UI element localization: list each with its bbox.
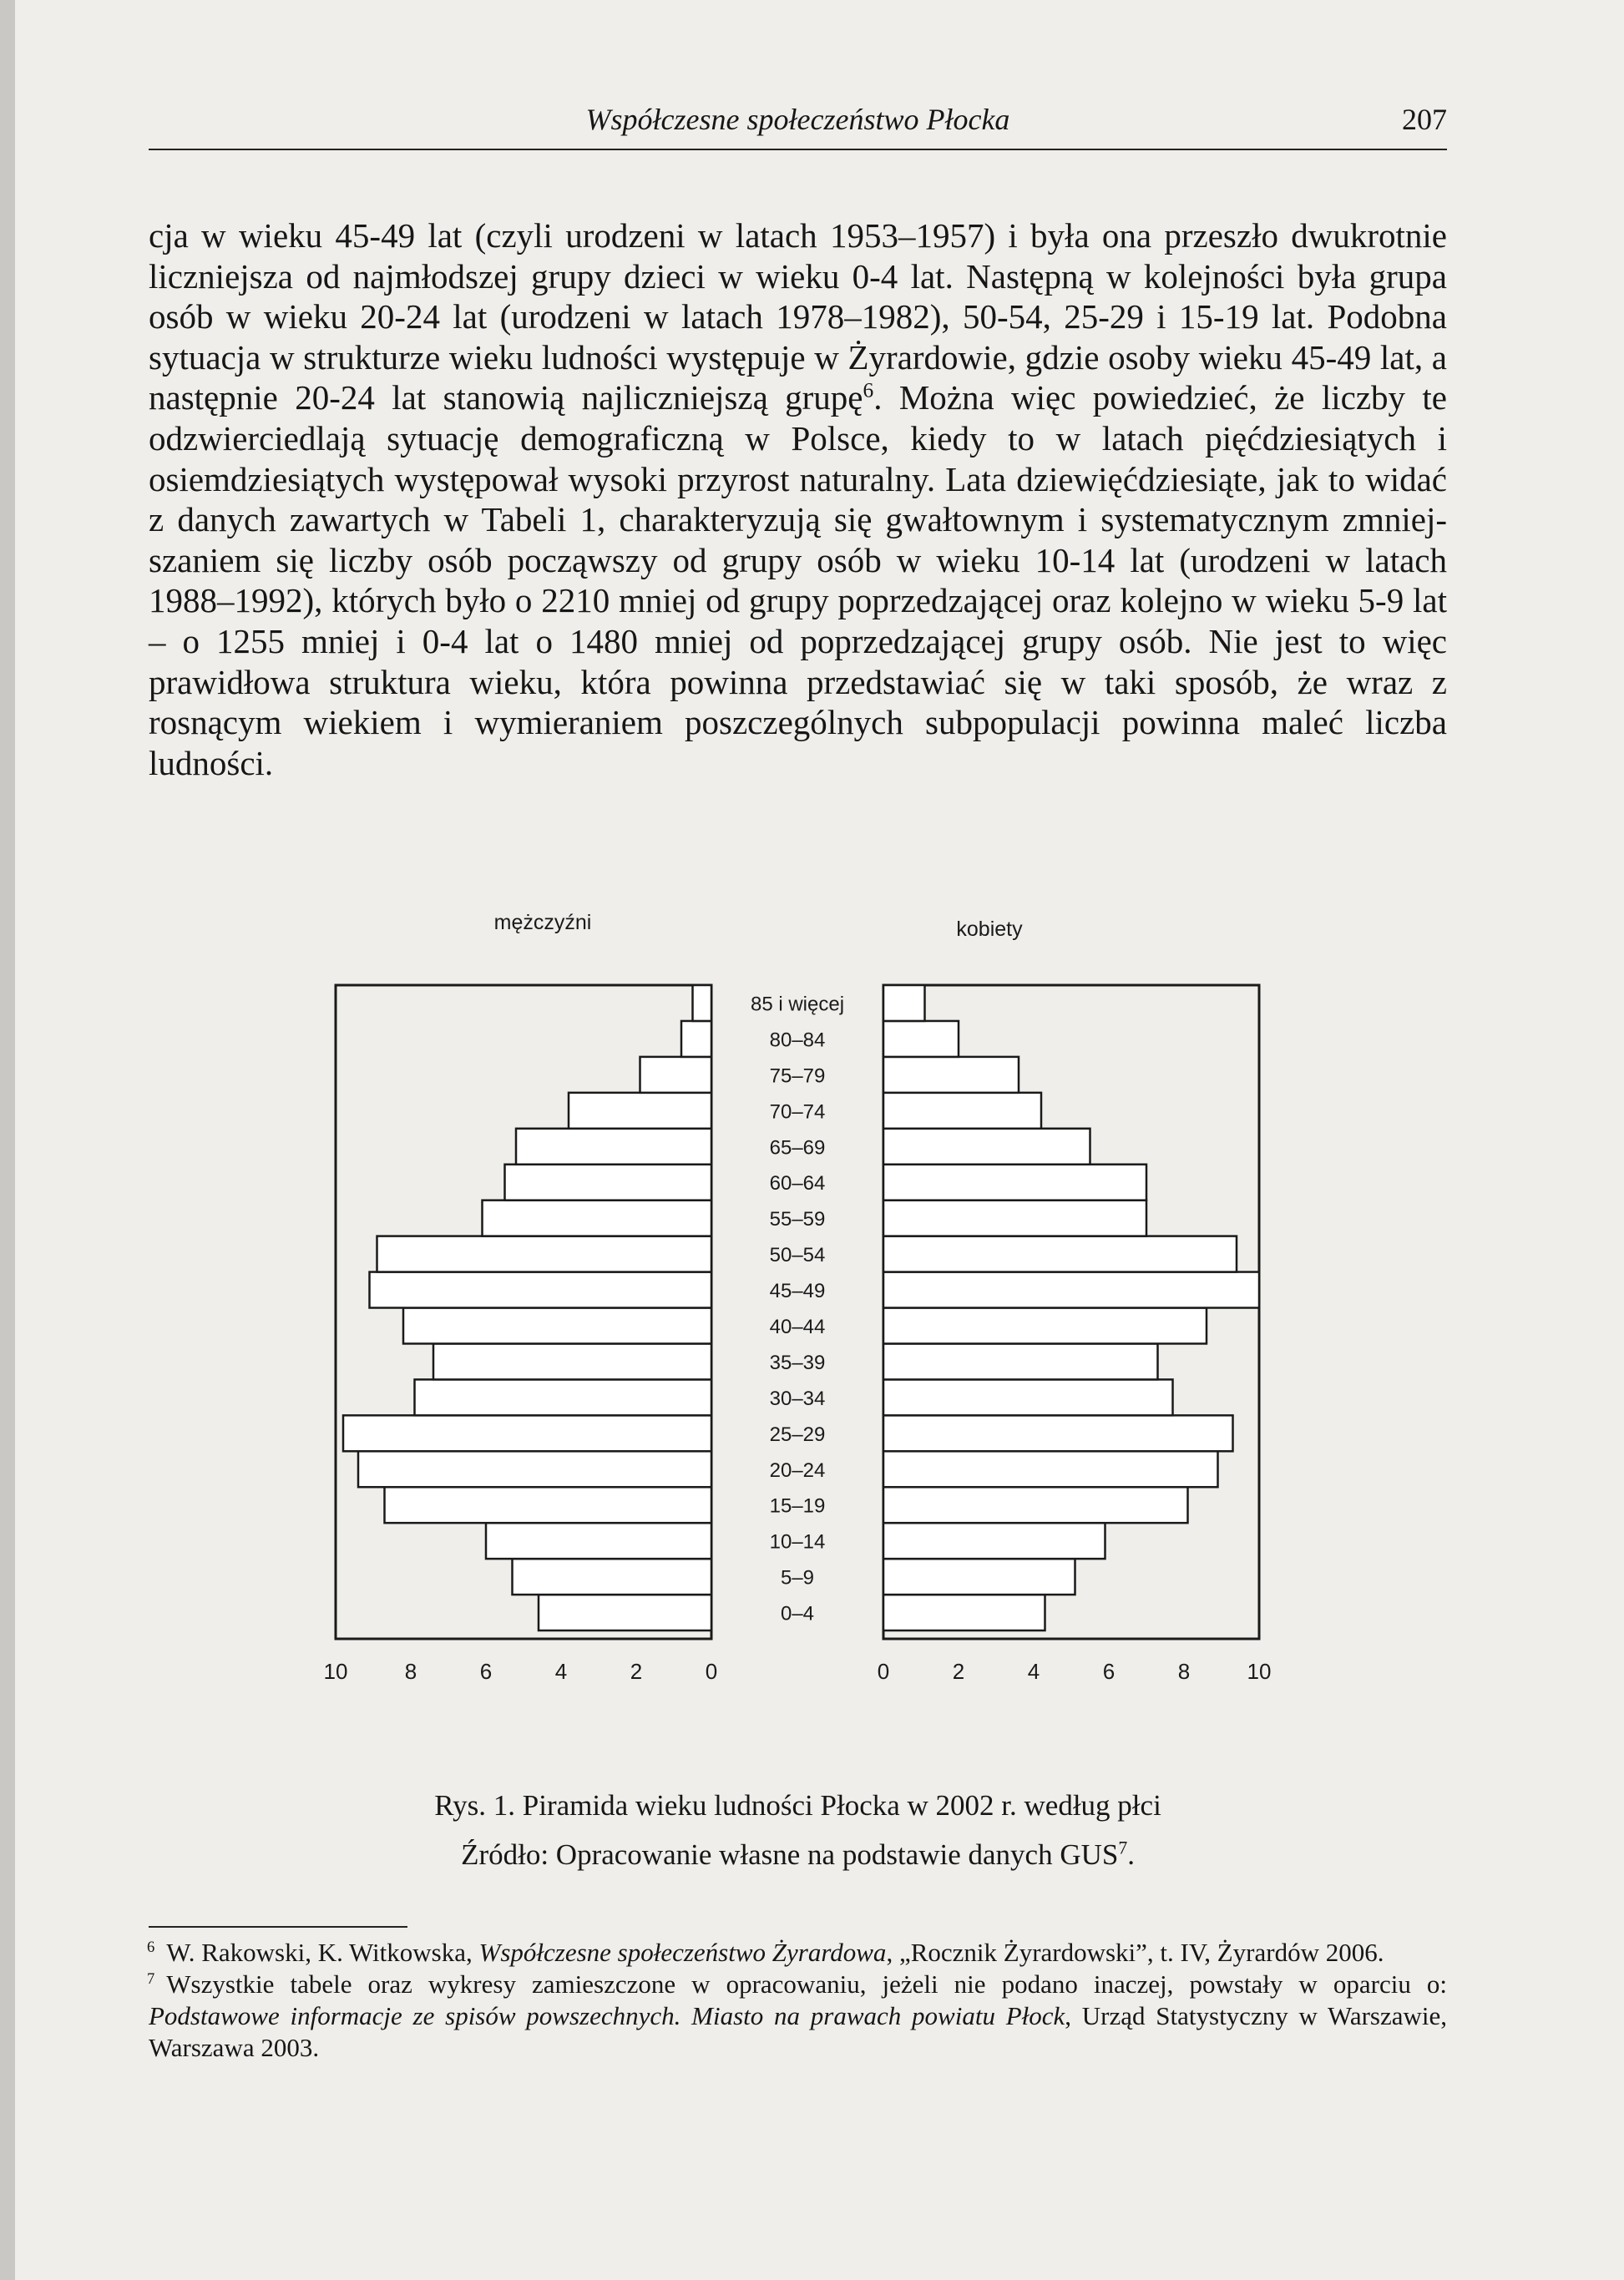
right-tick-label: 10 (1247, 1659, 1272, 1684)
age-group-label: 5–9 (780, 1566, 815, 1590)
age-group-label: 40–44 (769, 1315, 826, 1338)
bar-female-6 (883, 1379, 1173, 1415)
age-group-label: 85 i więcej (750, 993, 845, 1016)
age-group-label: 75–79 (769, 1064, 826, 1088)
right-tick-label: 6 (1102, 1659, 1116, 1684)
right-tick-label: 0 (877, 1659, 890, 1684)
bar-male-17 (693, 985, 712, 1021)
footnote-6-authors: W. Rakowski, K. Witkowska, (166, 1938, 479, 1967)
footnote-divider (149, 1926, 407, 1928)
bar-female-12 (883, 1165, 1146, 1201)
age-group-label: 50–54 (769, 1244, 826, 1267)
figure-source-end: . (1127, 1838, 1135, 1871)
page-number: 207 (1402, 103, 1447, 136)
age-group-label: 35–39 (769, 1351, 826, 1374)
footnote-ref-6[interactable]: 6 (863, 378, 874, 402)
bar-female-9 (883, 1272, 1259, 1308)
left-tick-label: 10 (323, 1659, 348, 1684)
bar-female-10 (883, 1236, 1237, 1272)
bar-male-8 (403, 1308, 711, 1344)
age-group-label: 65–69 (769, 1136, 826, 1160)
right-tick-label: 8 (1177, 1659, 1191, 1684)
footnote-6 (149, 1937, 1447, 1969)
left-tick-label: 8 (404, 1659, 417, 1684)
right-tick-label: 2 (952, 1659, 965, 1684)
figure-source-text: Źródło: Opracowanie własne na podstawie danych GUS (461, 1838, 1119, 1871)
bar-female-5 (883, 1415, 1233, 1451)
bar-male-11 (483, 1201, 712, 1236)
bar-male-4 (358, 1451, 711, 1487)
figure-caption: Rys. 1. Piramida wieku ludności Płocka w 2002 r. według płci (434, 1789, 1161, 1822)
bar-male-6 (415, 1379, 712, 1415)
bar-male-1 (513, 1559, 712, 1595)
bar-male-10 (377, 1236, 712, 1272)
left-tick-label: 0 (705, 1659, 718, 1684)
bar-male-16 (681, 1021, 711, 1057)
left-tick-label: 2 (630, 1659, 643, 1684)
footnote-7-text: Wszystkie tabele oraz wykresy zamieszczone w opracowaniu, jeżeli nie podano inaczej, powstały w oparciu o: (166, 1969, 1447, 1999)
population-pyramid-figure (276, 906, 1336, 1699)
bar-female-1 (883, 1559, 1075, 1595)
bar-female-11 (883, 1201, 1146, 1236)
body-text-part1: cja w wieku 45-49 lat (czyli urodzeni w latach 1953–1957) i była ona przeszło dwukrotnie liczniejsza od najmłodszej grupy dzieci w wieku 0-4 lat. Następną w kolejności była grupa osób w wieku 20-24 lat (urodzeni w latach 1978–1982), 50-54, 25-29 i 15-19 lat. Podobna sytuacja w strukturze wieku ludności występuje w Żyrardowie, gdzie osoby wieku 45-49 lat, a następnie 20-24 lat stanowią najliczniejszą grupę (149, 216, 1447, 417)
age-group-label: 60–64 (769, 1172, 826, 1196)
running-head (149, 99, 1447, 150)
age-group-label: 70–74 (769, 1100, 826, 1124)
age-group-label: 80–84 (769, 1029, 826, 1052)
bar-female-8 (883, 1308, 1207, 1344)
bar-female-16 (883, 1021, 959, 1057)
bar-female-0 (883, 1595, 1045, 1630)
footnote-6-rest: , „Rocznik Żyrardowski”, t. IV, Żyrardów 2006. (886, 1938, 1384, 1967)
bar-female-14 (883, 1093, 1041, 1129)
bar-female-17 (883, 985, 925, 1021)
bar-male-3 (385, 1487, 712, 1523)
body-paragraph (149, 215, 1447, 783)
bar-male-0 (539, 1595, 711, 1630)
age-group-label: 25–29 (769, 1423, 826, 1446)
age-group-label: 55–59 (769, 1208, 826, 1231)
footnote-7-rest: , Urząd Statystyczny w Warszawie, Warszawa 2003. (149, 2001, 1447, 2062)
age-group-label: 20–24 (769, 1458, 826, 1482)
bar-male-5 (343, 1415, 711, 1451)
age-group-label: 45–49 (769, 1280, 826, 1303)
bar-female-2 (883, 1523, 1105, 1559)
bar-male-14 (569, 1093, 711, 1129)
footnote-7 (149, 1969, 1447, 2064)
age-group-label: 30–34 (769, 1387, 826, 1410)
footnote-7-number: 7 (147, 1969, 155, 1988)
bar-male-13 (516, 1129, 711, 1165)
bar-female-4 (883, 1451, 1218, 1487)
bar-male-2 (486, 1523, 711, 1559)
age-group-label: 10–14 (769, 1530, 826, 1554)
running-title: Współczesne społeczeństwo Płocka (585, 103, 1010, 136)
bar-male-7 (433, 1343, 711, 1379)
population-pyramid-chart (276, 906, 1336, 1699)
legend-male-label: mężczyźni (493, 911, 592, 934)
figure-source (149, 1838, 1447, 1872)
bar-female-13 (883, 1129, 1090, 1165)
bar-male-12 (505, 1165, 712, 1201)
body-text (149, 215, 1447, 783)
body-text-part2: . Można więc powiedzieć, że liczby te odzwierciedlają sytuację demograficzną w Polsce, kiedy to w latach pięćdziesiątych i osiemdziesiątych występował wysoki przyrost naturalny. Lata dziewięćdziesiąte, jak to widać z danych zawartych w Tabeli 1, charakteryzują się gwałtownym i systematycznym zmniejszaniem się liczby osób począwszy od grupy osób w wieku 10-14 lat (urodzeni w latach 1988–1992), których było o 2210 mniej od grupy poprzedzającej oraz kolejno w wieku 5-9 lat – o 1255 mniej i 0-4 lat o 1480 mniej od poprzedzającej grupy osób. Nie jest to więc prawidłowa struktura wieku, która powinna przedstawiać się w taki sposób, że wraz z rosnącym wiekiem i wymieraniem poszczególnych subpopulacji powinna maleć liczba ludności. (149, 378, 1448, 782)
bar-male-15 (640, 1057, 712, 1093)
bar-female-15 (883, 1057, 1019, 1093)
right-tick-label: 4 (1027, 1659, 1040, 1684)
age-group-label: 15–19 (769, 1494, 826, 1518)
age-group-label: 0–4 (780, 1602, 815, 1625)
footnote-6-title: Współczesne społeczeństwo Żyrardowa (478, 1938, 887, 1967)
bar-male-9 (370, 1272, 712, 1308)
footnote-7-title: Podstawowe informacje ze spisów powszechnych. Miasto na prawach powiatu Płock (149, 2001, 1065, 2030)
footnotes (149, 1937, 1447, 2064)
left-tick-label: 6 (479, 1659, 493, 1684)
legend-female-label: kobiety (956, 918, 1023, 941)
footnote-6-number: 6 (147, 1938, 155, 1956)
bar-female-3 (883, 1487, 1188, 1523)
left-tick-label: 4 (554, 1659, 568, 1684)
footnote-ref-7[interactable]: 7 (1118, 1838, 1128, 1858)
bar-female-7 (883, 1343, 1158, 1379)
